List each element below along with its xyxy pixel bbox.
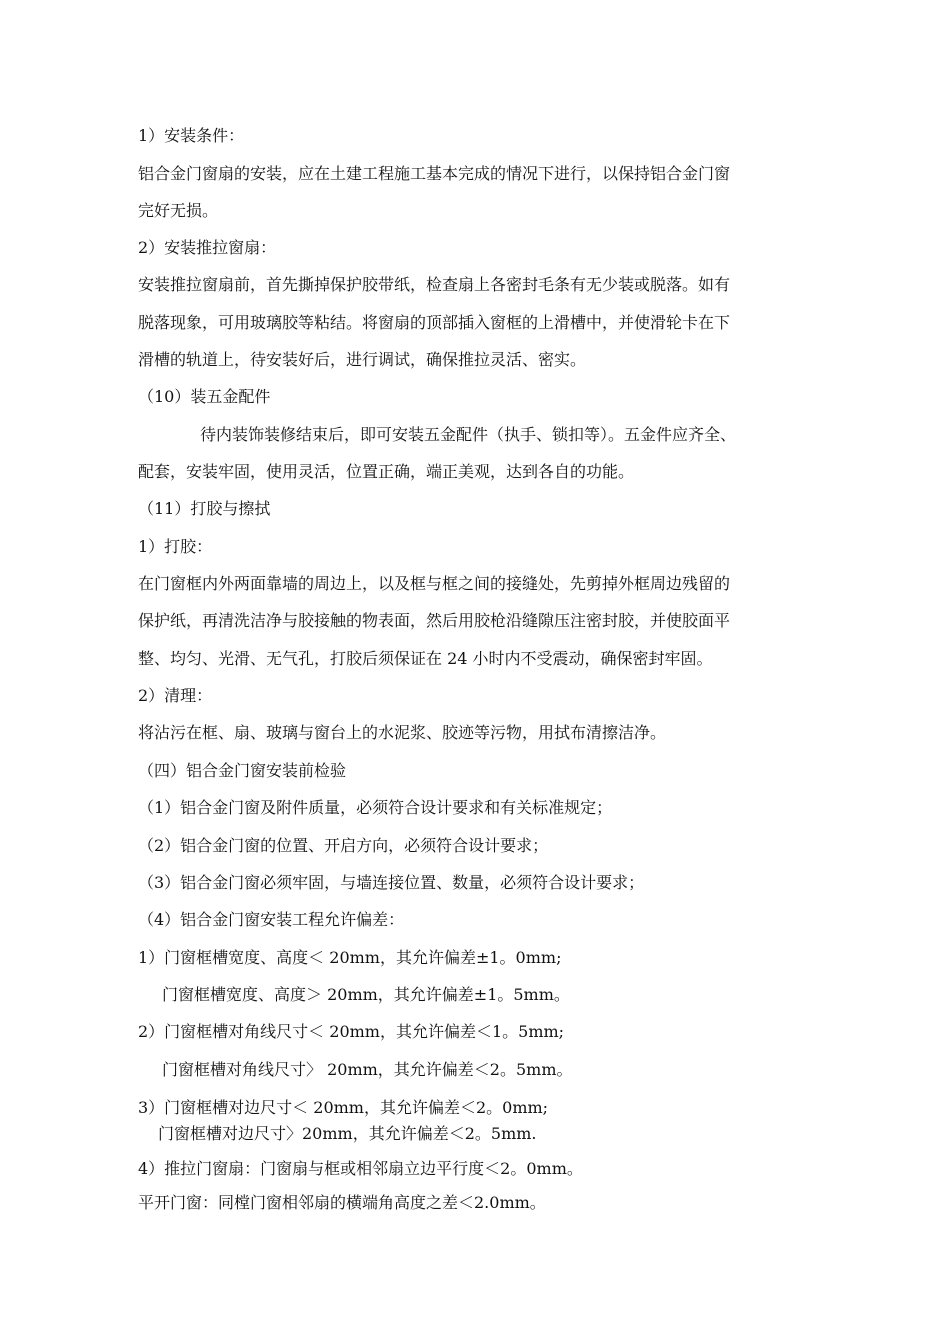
text-line: 完好无损。: [138, 201, 219, 220]
text-line: （2）铝合金门窗的位置、开启方向，必须符合设计要求；: [138, 836, 549, 855]
text-line: 在门窗框内外两面靠墙的周边上，以及框与框之间的接缝处，先剪掉外框周边残留的: [138, 574, 731, 593]
text-line: （3）铝合金门窗必须牢固，与墙连接位置、数量，必须符合设计要求；: [138, 873, 645, 892]
text-line: 4）推拉门窗扇：门窗扇与框或相邻扇立边平行度＜2。0mm。: [138, 1159, 583, 1178]
text-line: 整、均匀、光滑、无气孔，打胶后须保证在 24 小时内不受震动，确保密封牢固。: [138, 649, 713, 668]
text-line: （四）铝合金门窗安装前检验: [138, 761, 347, 780]
text-line: 2）清理：: [138, 686, 213, 705]
text-line: 1）门窗框槽宽度、高度＜ 20mm，其允许偏差±1。0mm;: [138, 948, 562, 967]
text-line: 1）安装条件：: [138, 126, 245, 145]
text-line: 1）打胶：: [138, 537, 213, 556]
text-line: 将沾污在框、扇、玻璃与窗台上的水泥浆、胶迹等污物，用拭布清擦洁净。: [138, 723, 667, 742]
text-line: 保护纸，再清洗洁净与胶接触的物表面，然后用胶枪沿缝隙压注密封胶，并使胶面平: [138, 611, 731, 630]
text-line: （11）打胶与擦拭: [138, 499, 271, 518]
text-line: 平开门窗：同樘门窗相邻扇的横端角高度之差＜2.0mm。: [138, 1193, 546, 1212]
text-line: （1）铝合金门窗及附件质量，必须符合设计要求和有关标准规定；: [138, 798, 613, 817]
text-line: 安装推拉窗扇前，首先撕掉保护胶带纸，检查扇上各密封毛条有无少装或脱落。如有: [138, 275, 731, 294]
text-line: 配套，安装牢固，使用灵活，位置正确，端正美观，达到各自的功能。: [138, 462, 635, 481]
text-line: 3）门窗框槽对边尺寸＜ 20mm，其允许偏差＜2。0mm;: [138, 1098, 549, 1117]
text-line: 待内装饰装修结束后，即可安装五金配件（执手、锁扣等）。五金件应齐全、: [200, 425, 737, 444]
text-line: 铝合金门窗扇的安装，应在土建工程施工基本完成的情况下进行，以保持铝合金门窗: [138, 164, 731, 183]
text-line: （10）装五金配件: [138, 387, 271, 406]
text-line: 2）门窗框槽对角线尺寸＜ 20mm，其允许偏差＜1。5mm;: [138, 1022, 565, 1041]
text-line: 2）安装推拉窗扇：: [138, 238, 277, 257]
text-line: 滑槽的轨道上，待安装好后，进行调试，确保推拉灵活、密实。: [138, 350, 587, 369]
text-line: 门窗框槽宽度、高度＞ 20mm，其允许偏差±1。5mm。: [162, 985, 570, 1004]
text-line: 脱落现象，可用玻璃胶等粘结。将窗扇的顶部插入窗框的上滑槽中，并使滑轮卡在下: [138, 313, 731, 332]
text-line: （4）铝合金门窗安装工程允许偏差：: [138, 910, 405, 929]
text-line: 门窗框槽对边尺寸〉20mm，其允许偏差＜2。5mm.: [158, 1124, 537, 1143]
text-line: 门窗框槽对角线尺寸〉 20mm，其允许偏差＜2。5mm。: [162, 1060, 573, 1079]
